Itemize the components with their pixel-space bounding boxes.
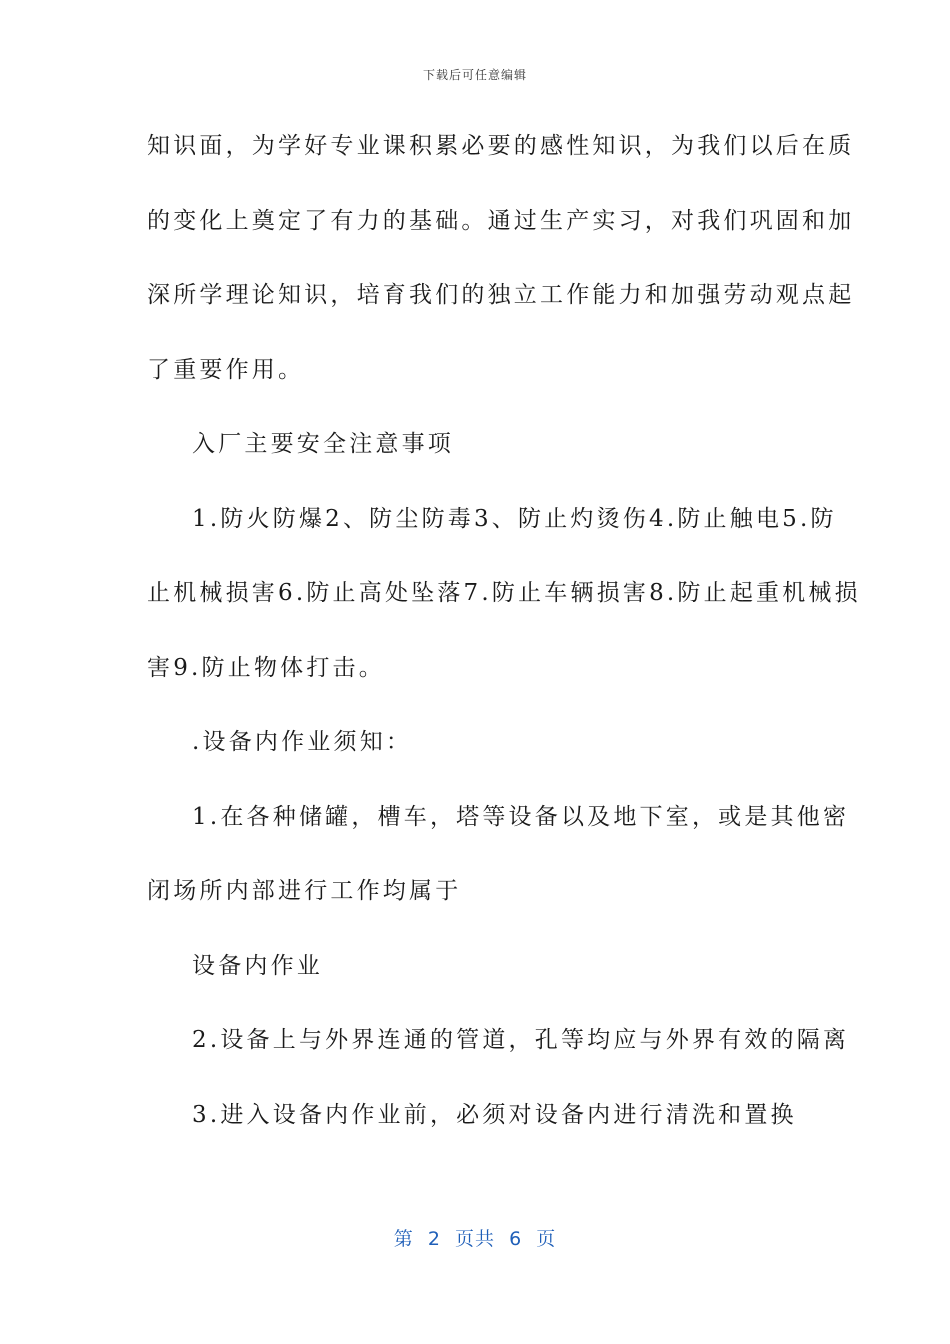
page-number-footer: 第 2 页共 6 页 <box>393 1228 557 1250</box>
paragraph-line: 害9.防止物体打击。 <box>147 654 385 681</box>
paragraph-line: 1.在各种储罐，槽车，塔等设备以及地下室，或是其他密 <box>192 803 850 830</box>
paragraph-line: 的变化上奠定了有力的基础。通过生产实习，对我们巩固和加 <box>147 207 855 234</box>
paragraph-line: 2.设备上与外界连通的管道，孔等均应与外界有效的隔离 <box>192 1027 850 1053</box>
paragraph-line: 设备内作业 <box>192 952 323 979</box>
paragraph-line: 3.进入设备内作业前，必须对设备内进行清洗和置换 <box>192 1101 797 1128</box>
paragraph-line: 1.防火防爆2、防尘防毒3、防止灼烫伤4.防止触电5.防 <box>192 505 837 532</box>
document-body <box>147 122 861 1165</box>
paragraph-line: 闭场所内部进行工作均属于 <box>147 878 462 904</box>
paragraph-line: 深所学理论知识，培育我们的独立工作能力和加强劳动观点起 <box>147 282 855 308</box>
paragraph-line: 知识面，为学好专业课积累必要的感性知识，为我们以后在质 <box>147 133 855 159</box>
section-heading: 入厂主要安全注意事项 <box>192 431 454 457</box>
page-header: 下载后可任意编辑 <box>422 68 527 82</box>
paragraph-line: 止机械损害6.防止高处坠落7.防止车辆损害8.防止起重机械损 <box>147 580 861 606</box>
section-heading: .设备内作业须知： <box>192 729 413 755</box>
paragraph-line: 了重要作用。 <box>147 356 305 383</box>
